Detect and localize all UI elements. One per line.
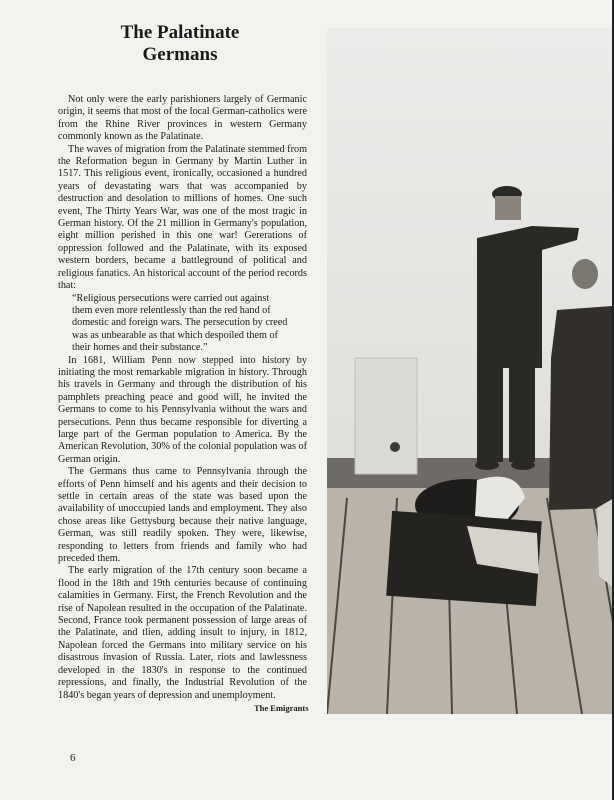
paragraph: In 1681, William Penn now stepped into history by initiating the most remarkable migration in history. Through his travels in Germany and through the distribution of his pamphlets preaching peace and good will, he invited the Germans to come to his Pennsylvania without the wars and persecutions. Penn thus became responsible for diverting a large part of the German population to America. By the American Revolution, 30% of the colonial population was of German origin. [58, 354, 307, 465]
paragraph: Not only were the early parishioners largely of Germanic origin, it seems that most of the local German-catholics were from the Rhine River provinces in western Germany commonly known as the Palatinate. [58, 94, 307, 143]
article-body [58, 94, 307, 702]
title-line-2: Germans [142, 44, 218, 65]
block-quote: “Religious persecutions were carried out against them even more relentlessly than the red hand of domestic and foreign wars. The persecution by creed was as unbearable as that which despoiled them of their homes and their substance.” [72, 292, 288, 354]
paragraph: The Germans thus came to Pennsylvania through the efforts of Penn himself and his agents and their decision to settle in certain areas of the state was based upon the availability of unoccupied lands and employment. They also chose areas like Gettysburg because their native language, German, was still readily spoken. They were, likewise, responding to letters from friends and family who had preceded them. [58, 466, 307, 565]
paragraph: The early migration of the 17th century soon became a flood in the 18th and 19th centuries because of continuing calamities in Germany. First, the French Revolution and the rise of Napolean resulted in the occupation of the Palatinate. Second, France took permanent possession of large areas of the Palatinate, and tlien, adding insult to injury, in 1812, Napolean forced the Germans into military service on his disastrous invasion of Russia. Later, riots and lawlessness developed in the 1830's in response to the continued repressions, and finally, the Industrial Revolution of the 1840's began years of depression and unemployment. [58, 565, 307, 701]
emigrants-photo [327, 28, 614, 714]
page-number: 6 [70, 752, 76, 764]
photo-caption: The Emigrants [254, 703, 309, 713]
paragraph: The waves of migration from the Palatinate stemmed from the Reformation begun in Germany by Martin Luther in 1517. This religious event, ironically, occasioned a hundred years of devastating wars that was accompanied by destruction and desolation to millions of homes. One such event, The Thirty Years War, was one of the most tragic in German history. Of the 21 million in Germany's population, eight million perished in this one war! Gererations of oppression followed and the Palatinate, with its exposed western borders, became a battleground of political and religious fanatics. An historical account of the period records that: [58, 143, 307, 292]
page-title [70, 22, 290, 66]
title-line-1: The Palatinate [120, 22, 240, 43]
